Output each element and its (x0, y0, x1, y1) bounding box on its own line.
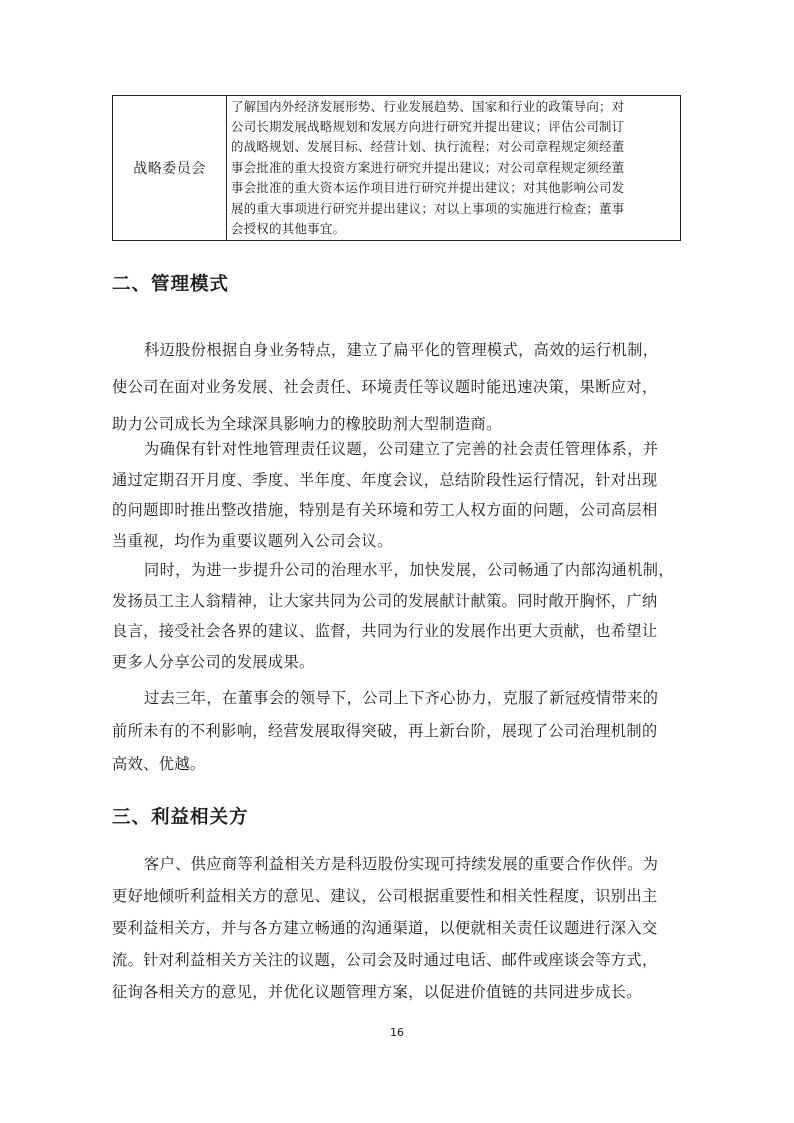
text-line: 同时，为进一步提升公司的治理水平，加快发展，公司畅通了内部沟通机制， (144, 561, 674, 579)
committee-table (112, 95, 681, 241)
text-line: 征询各相关方的意见，并优化议题管理方案，以促进价值链的共同进步成长。 (112, 983, 642, 1001)
text-line: 发扬员工主人翁精神，让大家共同为公司的发展献计献策。同时敞开胸怀，广纳 (112, 591, 658, 610)
text-line: 良言，接受社会各界的建议、监督，共同为行业的发展作出更大贡献，也希望让 (112, 622, 658, 640)
text-line: 为确保有针对性地管理责任议题，公司建立了完善的社会责任管理体系，并 (144, 440, 659, 458)
text-line: 过去三年，在董事会的领导下，公司上下齐心协力，克服了新冠疫情带来的 (144, 689, 659, 707)
text-line: 高效、优越。 (112, 755, 206, 773)
text-line: 的问题即时推出整改措施，特别是有关环境和劳工人权方面的问题，公司高层相 (112, 501, 658, 519)
duty-line: 的战略规划、发展目标、经营计划、执行流程；对公司章程规定须经董 (231, 139, 625, 155)
committee-name: 战略委员会 (133, 161, 206, 177)
text-line: 更好地倾听利益相关方的意见、建议，公司根据重要性和相关性程度，识别出主 (112, 887, 658, 905)
text-line: 流。针对利益相关方关注的议题，公司会及时通过电话、邮件或座谈会等方式， (112, 951, 658, 969)
paragraph (112, 555, 684, 677)
text-line: 客户、供应商等利益相关方是科迈股份实现可持续发展的重要合作伙伴。为 (144, 855, 659, 873)
text-line: 前所未有的不利影响，经营发展取得突破，再上新台阶，展现了公司治理机制的 (112, 722, 658, 740)
section-heading-stakeholders: 三、利益相关方 (112, 807, 249, 828)
paragraph (112, 848, 684, 1008)
text-line: 当重视，均作为重要议题列入公司会议。 (112, 531, 393, 550)
duty-line: 了解国内外经济发展形势、行业发展趋势、国家和行业的政策导向；对 (231, 98, 625, 114)
duty-line: 事会批准的重大资本运作项目进行研究并提出建议；对其他影响公司发 (231, 180, 625, 196)
paragraph (112, 682, 684, 781)
text-line: 助力公司成长为全球深具影响力的橡胶助剂大型制造商。 (112, 415, 502, 433)
text-line: 更多人分享公司的发展成果。 (112, 652, 315, 671)
text-line: 要利益相关方，并与各方建立畅通的沟通渠道，以便就相关责任议题进行深入交 (112, 919, 658, 937)
table-row (113, 96, 681, 241)
duty-line: 事会批准的重大投资方案进行研究并提出建议；对公司章程规定须经董 (231, 159, 625, 175)
committee-name-cell (113, 96, 227, 241)
committee-duty-cell (227, 96, 681, 241)
text-line: 使公司在面对业务发展、社会责任、环境责任等议题时能迅速决策，果断应对， (112, 378, 658, 396)
section-heading-management-model: 二、管理模式 (112, 274, 230, 295)
duty-line: 会授权的其他事宜。 (231, 221, 346, 237)
paragraph (112, 332, 684, 443)
duty-line: 展的重大事项进行研究并提出建议；对以上事项的实施进行检查；董事 (231, 200, 625, 216)
text-line: 通过定期召开月度、季度、半年度、年度会议，总结阶段性运行情况，针对出现 (112, 470, 658, 489)
paragraph (112, 434, 684, 556)
page-number: 16 (390, 1026, 404, 1039)
text-line: 科迈股份根据自身业务特点，建立了扁平化的管理模式，高效的运行机制， (144, 341, 659, 359)
duty-line: 公司长期发展战略规划和发展方向进行研究并提出建议；评估公司制订 (231, 118, 625, 134)
